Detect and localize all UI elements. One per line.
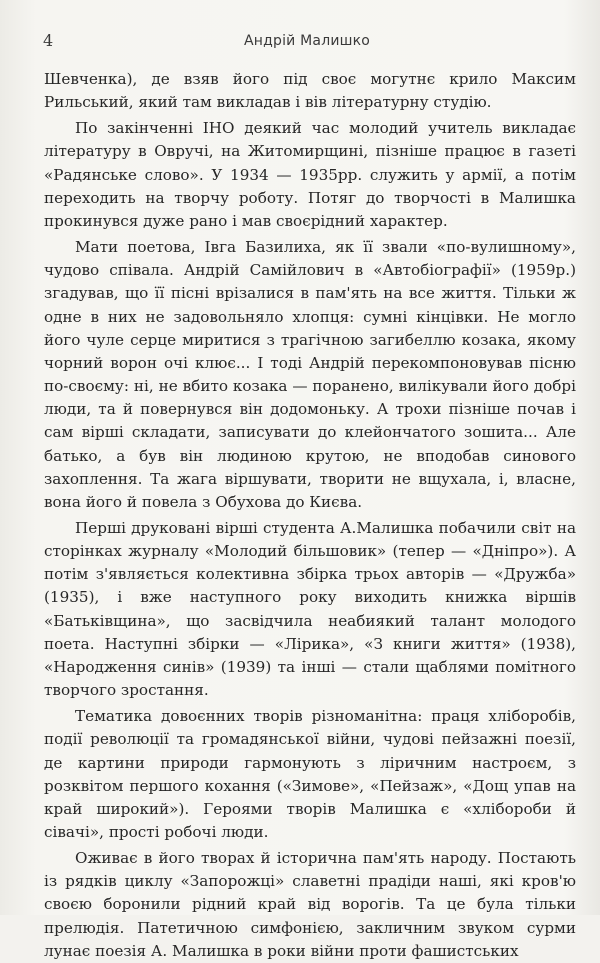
running-head: Андрій Малишко xyxy=(244,33,371,49)
body-text xyxy=(44,68,576,963)
paragraph-2: По закінченні ІНО деякий час молодий учитель викладає літературу в Овручі, на Житомирщині, пізніше працює в газеті «Радянське слово». У 1934 — 1935рр. служить у армії, а потім переходить на творчу роботу. Потяг до творчості в Малишка прокинувся дуже рано і мав своєрідний характер. xyxy=(44,119,576,230)
page-header xyxy=(43,31,570,55)
paragraph-1: Шевченка), де взяв його під своє могутнє крило Максим Рильський, який там викладав і вів літературну студію. xyxy=(44,70,576,112)
paragraph-4: Перші друковані вірші студента А.Малишка побачили світ на сторінках журналу «Молодий більшовик» (тепер — «Дніпро»). А потім з'являється колективна збірка трьох авторів — «Дружба» (1935), і вже наступного року виходить книжка віршів «Батьківщина», що засвідчила неабиякий талант молодого поета. Наступні збірки — «Лірика», «З книги життя» (1938), «Народження синів» (1939) та інші — стали щаблями помітного творчого зростання. xyxy=(44,518,576,700)
paragraph-3: Мати поетова, Івга Базилиха, як її звали «по-вулишному», чудово співала. Андрій Самійлович в «Автобіографії» (1959р.) згадував, що її пісні врізалися в пам'ять на все життя. Тільки ж одне в них не задовольняло хлопця: сумні кінцівки. Не могло його чуле серце миритися з трагічною загибеллю козака, якому чорний ворон очі клює... І тоді Андрій перекомпоновував пісню по-своєму: ні, не вбито козака — поранено, вилікували його добрі люди, та й повернувся він додомоньку. А трохи пізніше почав і сам вірші складати, записувати до клейончатого зошита... Але батько, а був він людиною крутою, не вподобав синового захоплення. Та жага віршувати, творити не вщухала, і, власне, вона його й повела з Обухова до Києва. xyxy=(44,238,576,511)
page-number: 4 xyxy=(43,31,54,50)
paragraph-5: Тематика довоєнних творів різноманітна: праця хліборобів, події революції та громадянської війни, чудові пейзажні поезії, де картини природи гармонують з ліричним настроєм, з розквітом першого кохання («Зимове», «Пейзаж», «Дощ упав на край широкий»). Героями творів Малишка є «хлібороби й сівачі», прості робочі люди. xyxy=(44,707,576,841)
paragraph-6: Оживає в його творах й історична пам'ять народу. Постають із рядків циклу «Запорожці» славетні прадіди наші, які кров'ю своєю боронили рідний край від ворогів. Та це була тільки прелюдія. Патетичною симфонією, закличним звуком сурми лунає поезія А. Малишка в роки війни проти фашистських xyxy=(44,849,576,960)
